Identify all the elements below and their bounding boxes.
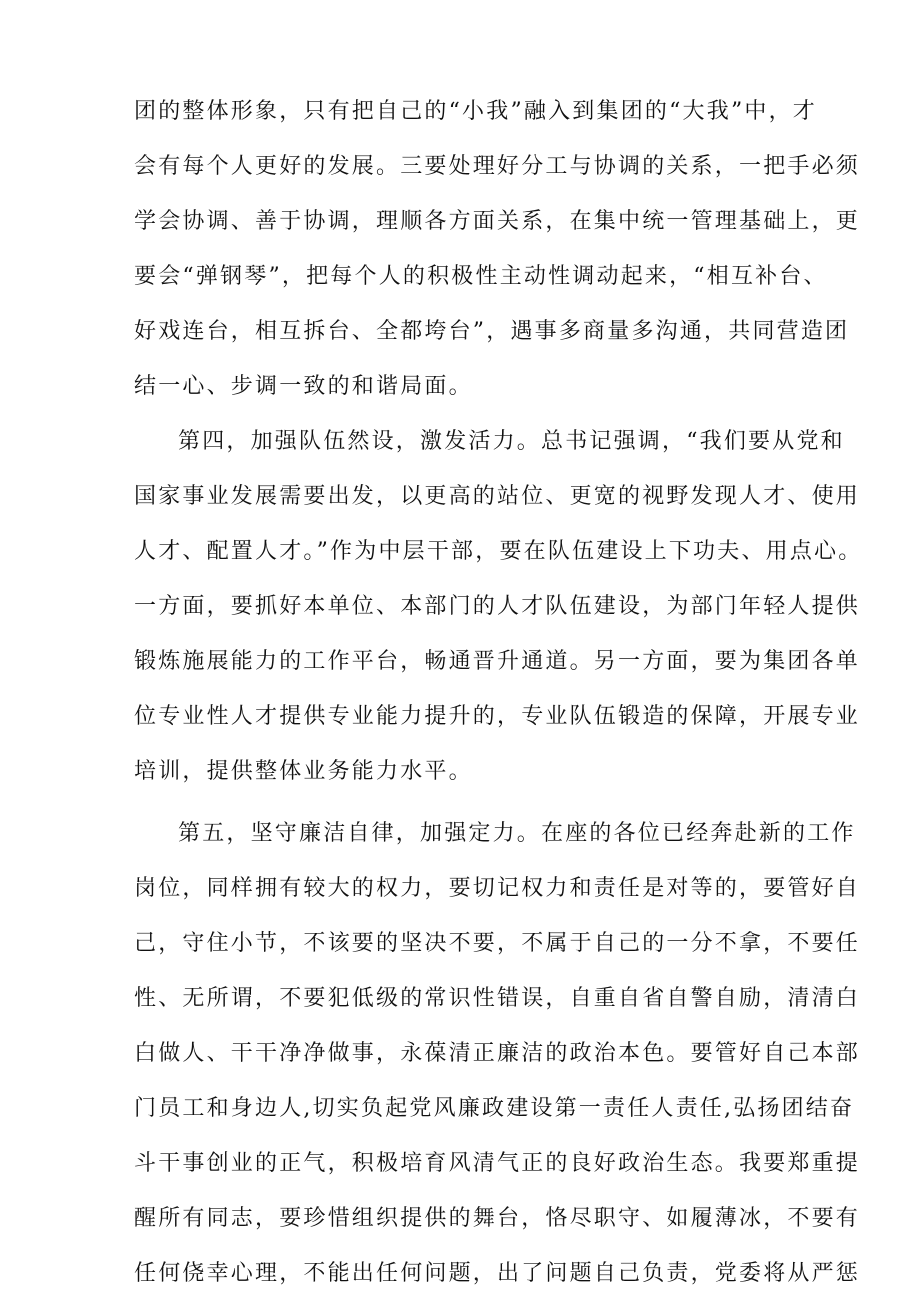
paragraph-1-line-1: 团的整体形象，只有把自己的“小我”融入到集团的“大我”中，才: [134, 99, 817, 124]
paragraph-3-line-6: 门员工和身边人,切实负起党风廉政建设第一责任人责任,弘扬团结奋: [134, 1096, 855, 1121]
paragraph-2-line-1: 第四，加强队伍然设，激发活力。总书记强调，“我们要从党和: [178, 429, 845, 454]
paragraph-3-line-9: 任何侥幸心理，不能出任何问题，出了问题自己负责，党委将从严惩: [134, 1261, 861, 1286]
paragraph-3-line-4: 性、无所谓，不要犯低级的常识性错误，自重自省自警自励，清清白: [134, 986, 861, 1011]
paragraph-1-line-2: 会有每个人更好的发展。三要处理好分工与协调的关系，一把手必须: [134, 154, 861, 179]
paragraph-1-line-4: 要会“弹钢琴”，把每个人的积极性主动性调动起来，“相互补台、: [134, 264, 828, 289]
paragraph-3-line-7: 斗干事创业的正气，积极培育风清气正的良好政治生态。我要郑重提: [134, 1151, 861, 1176]
paragraph-3-line-5: 白做人、干干净净做事，永葆清正廉洁的政治本色。要管好自己本部: [134, 1041, 861, 1066]
paragraph-1-line-5: 好戏连台，相互拆台、全都垮台”，遇事多商量多沟通，共同营造团: [134, 319, 850, 344]
paragraph-1-line-6: 结一心、步调一致的和谐局面。: [134, 374, 473, 399]
paragraph-2-line-4: 一方面，要抓好本单位、本部门的人才队伍建设，为部门年轻人提供: [134, 594, 861, 619]
paragraph-3-line-2: 岗位，同样拥有较大的权力，要切记权力和责任是对等的，要管好自: [134, 876, 861, 901]
paragraph-2-line-7: 培训，提供整体业务能力水平。: [134, 759, 473, 784]
paragraph-2-line-5: 锻炼施展能力的工作平台，畅通晋升通道。另一方面，要为集团各单: [134, 649, 861, 674]
paragraph-2-line-3: 人才、配置人才。”作为中层干部，要在队伍建设上下功夫、用点心。: [134, 539, 863, 564]
paragraph-2-line-2: 国家事业发展需要出发，以更高的站位、更宽的视野发现人才、使用: [134, 484, 861, 509]
paragraph-2-line-6: 位专业性人才提供专业能力提升的，专业队伍锻造的保障，开展专业: [134, 704, 861, 729]
paragraph-3-line-3: 己，守住小节，不该要的坚决不要，不属于自己的一分不拿，不要任: [134, 931, 861, 956]
paragraph-3-line-8: 醒所有同志，要珍惜组织提供的舞台，恪尽职守、如履薄冰，不要有: [134, 1206, 861, 1231]
paragraph-3-line-1: 第五，坚守廉洁自律，加强定力。在座的各位已经奔赴新的工作: [178, 821, 856, 846]
paragraph-1-line-3: 学会协调、善于协调，理顺各方面关系，在集中统一管理基础上，更: [134, 209, 861, 234]
